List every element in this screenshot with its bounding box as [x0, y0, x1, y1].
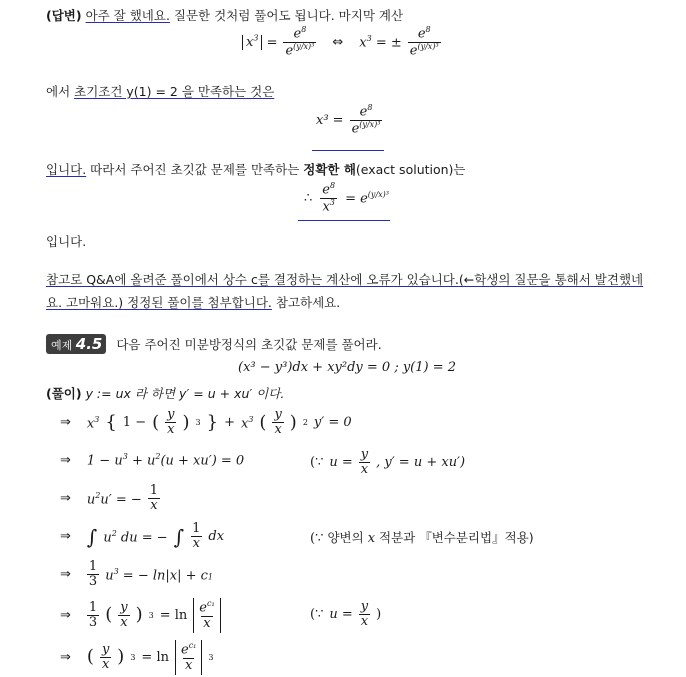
praise-text: 아주 잘 했네요.: [85, 8, 170, 23]
step-1: ⇒ $x^3$ { 1 − ( $\frac{y}{x}$ ) 3 } + $x^3$ ( $\frac{y}{x}$ ) 2 y′ = 0: [60, 407, 352, 438]
step-3-arrow: ⇒: [60, 491, 71, 507]
end-text: 입니다.: [46, 234, 87, 249]
step-6-arrow: ⇒: [60, 607, 71, 623]
initial-condition-text: 초기조건 y(1) = 2 을 만족하는 것은: [74, 84, 275, 99]
note-text-2a: 요. 고마워요.): [46, 295, 124, 310]
step-1-arrow: ⇒: [60, 415, 71, 431]
initial-condition-line: [46, 82, 274, 100]
equation-2: [316, 104, 382, 136]
equation-1: [242, 26, 441, 58]
intro-line: [46, 6, 403, 24]
example-statement: 다음 주어진 미분방정식의 초깃값 문제를 풀어라.: [116, 337, 382, 352]
step-3: ⇒ $u^2u'$ = − $\frac{1}{x}$: [60, 483, 159, 514]
step-5: ⇒ $\frac{1}{3}$ $u^3$ = − ln|x| + c1: [60, 559, 213, 590]
step-4-reason: (∵ 양변의 x 적분과 『변수분리법』적용): [310, 530, 534, 546]
eq3-rhs: = $e^{(y/x)^3}$: [345, 189, 389, 207]
step-7: ⇒ ( $\frac{y}{x}$ ) 3 = ln $\frac{e^{c_1}}{x}$ 3: [60, 640, 213, 675]
intro-rest: 질문한 것처럼 풀어도 됩니다. 마지막 계산: [169, 8, 404, 23]
solution-tag: (풀이): [46, 386, 82, 401]
eq1-lhs: $x^3$ =: [242, 34, 277, 50]
step-2-arrow: ⇒: [60, 452, 71, 468]
example-badge: [46, 334, 106, 354]
answer-tag: (답변): [46, 8, 82, 23]
step-4-arrow: ⇒: [60, 529, 71, 545]
conclusion-underlined: 입니다.: [46, 162, 87, 177]
eq1-rhs-fraction: $\frac{e^8}{e^{(y/x)^3}}$: [409, 25, 439, 58]
solution-intro: y := ux 라 하면 y′ = u + xu′ 이다.: [85, 386, 285, 401]
eq2-fraction: $\frac{e^8}{e^{(y/x)^3}}$: [351, 103, 381, 136]
note-text-2c: 참고하세요.: [271, 295, 341, 310]
note-line-1: [46, 270, 643, 288]
step-4: ⇒ ∫ $u^2$ du = − ∫ $\frac{1}{x}$ dx: [60, 521, 225, 552]
exact-solution-label: 정확한 해: [303, 162, 356, 177]
note-paren: (←학생의 질문을 통해서 발견했네: [458, 272, 644, 287]
conclusion-line: [46, 160, 466, 178]
example-equation: (x³ − y³)dx + xy²dy = 0 ; y(1) = 2: [238, 360, 457, 375]
note-text-2b: 정정된 풀이를 첨부합니다.: [123, 295, 272, 310]
note-text-1: 참고로 Q&A에 올려준 풀이에서 상수 c를 결정하는 계산에 오류가 있습니다.: [46, 272, 459, 287]
eq1-rhs-x: $x^3$ = ±: [359, 33, 402, 51]
eq3-fraction: $\frac{e^8}{x^3}$: [322, 181, 336, 214]
step-2: ⇒ $1 - u^3 + u^2(u + xu') = 0$: [60, 452, 245, 469]
therefore-symbol: ∴: [304, 190, 313, 206]
eq2-lhs: x³ =: [316, 112, 344, 128]
eq1-fraction: $\frac{e^8}{e^{(y/x)^3}}$: [285, 25, 315, 58]
example-header: [46, 334, 382, 354]
equivalence-arrow: ⇔: [332, 34, 344, 50]
step-2-reason: (∵ u = $\frac{y}{x}$ , y′ = u + xu′): [310, 447, 466, 478]
example-badge-label: 예제: [51, 339, 73, 352]
equation-3: [304, 182, 389, 214]
step-7-arrow: ⇒: [60, 649, 71, 665]
initial-prefix: 에서: [46, 84, 75, 99]
solution-intro-line: [46, 384, 284, 402]
exact-solution-paren: (exact solution)는: [355, 162, 466, 177]
note-line-2: [46, 293, 340, 311]
eq2-underline: [312, 150, 384, 151]
example-badge-number: 4.5: [75, 335, 103, 353]
eq3-underline: [298, 220, 390, 221]
step-6-reason: (∵ u = $\frac{y}{x}$ ): [310, 599, 382, 630]
step-5-arrow: ⇒: [60, 567, 71, 583]
step-6: ⇒ $\frac{1}{3}$ ( $\frac{y}{x}$ ) 3 = ln $\frac{e^{c_1}}{x}$: [60, 598, 221, 633]
conclusion-rest: 따라서 주어진 초깃값 문제를 만족하는: [86, 162, 304, 177]
